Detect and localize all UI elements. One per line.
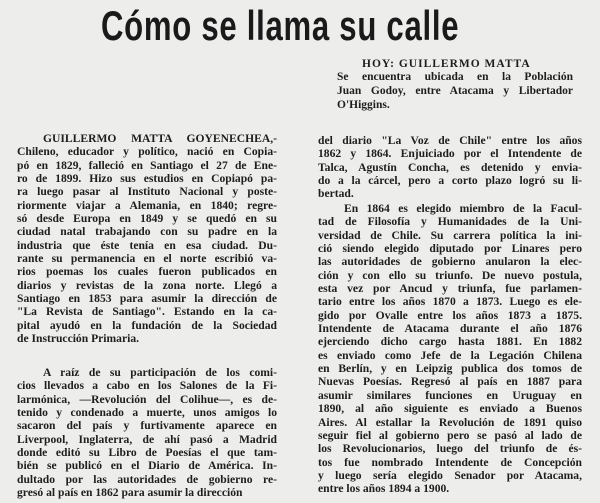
text-line: gresó al país en 1862 para asumir la dirección xyxy=(17,486,243,500)
text-line: esta vez por Ancud y triunfa, fue parlamen- xyxy=(318,282,582,296)
text-line: asumir similares funciones en Uruguay en xyxy=(318,388,582,402)
text-line: donde editó su Libro de Poesías el que tam- xyxy=(17,446,277,460)
text-line: Aires. Al estallar la Revolución de 1891 quiso xyxy=(318,415,582,429)
text-line: Chileno, educador y político, nació en Copia- xyxy=(17,145,277,159)
street-name-heading: HOY: GUILLERMO MATTA xyxy=(362,58,531,70)
text-line: versidad de Chile. Su carrera política la ini- xyxy=(318,228,582,242)
text-line: Santiago en 1853 para asumir la dirección de xyxy=(17,292,277,306)
text-line: tenido y condenado a muerte, unos amigos lo xyxy=(17,406,277,420)
text-line: rios poemas los cuales fueron publicados en xyxy=(17,265,277,279)
right-column-paragraph-1 xyxy=(318,134,582,201)
text-line: del diario "La Voz de Chile" entre los años xyxy=(318,134,582,147)
text-line: tad de Filosofía y Humanidades de la Uni- xyxy=(318,215,582,229)
text-line: larmónica, —Revolución del Colihue—, es de- xyxy=(17,392,277,406)
text-line: ción y con ello su triunfo. De nuevo postula, xyxy=(318,268,582,282)
text-line: 1862 y 1864. Enjuiciado por el Intendente de xyxy=(318,147,582,161)
text-line: Juan Godoy, entre Atacama y Libertador xyxy=(337,85,573,97)
text-line: industria que éste tenía en esa ciudad. Du- xyxy=(17,238,277,252)
text-line: "La Revista de Santiago". Estando en la ca- xyxy=(17,305,277,319)
text-line: ciudad natal trabajando con su padre en la xyxy=(17,225,277,239)
text-line: GUILLERMO MATTA GOYENECHEA,- xyxy=(43,132,277,145)
text-line: Nuevas Poesías. Regresó al país en 1887 para xyxy=(318,375,582,389)
text-line: bién se publicó en el Diario de América. In- xyxy=(17,459,277,473)
text-line: pó en 1829, falleció en Santiago el 27 de Ene- xyxy=(17,158,277,172)
text-line: cios llevados a cabo en los Salones de la Fi- xyxy=(17,379,277,393)
text-line: las autoridades de gobierno anularon la elec- xyxy=(318,255,582,269)
left-column-paragraph-1 xyxy=(17,132,277,346)
text-line: Liverpool, Inglaterra, de ahí pasó a Madrid xyxy=(17,432,277,446)
text-line: es enviado como Jefe de la Legación Chilena xyxy=(318,348,582,362)
text-line: sacaron del país y furtivamente aparece en xyxy=(17,419,277,433)
text-line: Se encuentra ubicada en la Población xyxy=(337,71,573,83)
headline xyxy=(0,2,600,50)
text-line: entre los años 1894 a 1900. xyxy=(318,482,450,496)
text-line: ra luego pasar al Instituto Nacional y poste- xyxy=(17,185,277,199)
text-line: los Revolucionarios, luego del triunfo de és- xyxy=(318,442,582,456)
text-line: tario entre los años 1870 a 1873. Luego es ele- xyxy=(318,295,582,309)
text-line: bertad. xyxy=(318,187,354,201)
text-line: A raíz de su participación de los comi- xyxy=(43,366,277,379)
text-line: pital ayudó en la fundación de la Sociedad xyxy=(17,318,277,332)
text-line: Talca, Agustín Concha, es detenido y envia- xyxy=(318,160,582,174)
text-line: ejerciendo dicho cargo hasta 1881. En 1882 xyxy=(318,335,582,349)
text-line: Intendente de Atacama durante el año 1876 xyxy=(318,322,582,336)
text-line: só desde Europa en 1849 y se quedó en su xyxy=(17,212,277,226)
text-line: dultado por las autoridades de gobierno re- xyxy=(17,472,277,486)
text-line: gido por Ovalle entre los años 1873 a 1875. xyxy=(318,308,582,322)
headline-text: Cómo se llama su calle xyxy=(100,2,460,49)
text-line: de Instrucción Primaria. xyxy=(17,332,140,346)
location-description xyxy=(337,70,573,112)
text-line: rante su permanencia en el norte escribió va- xyxy=(17,252,277,266)
left-column-paragraph-2 xyxy=(17,366,277,499)
text-line: do a la cárcel, pero a corto plazo logró su li- xyxy=(318,174,582,188)
text-line: y luego sería elegido Senador por Atacama, xyxy=(318,468,582,482)
text-line: O'Higgins. xyxy=(337,99,390,111)
text-line: riormente viajar a Alemania, en 1840; regre- xyxy=(17,198,277,212)
text-line: diarios y revistas de la zona norte. Llegó a xyxy=(17,278,277,292)
text-line: En 1864 es elegido miembro de la Facul- xyxy=(344,202,582,215)
text-line: seguir fiel al gobierno pero se pasó al lado de xyxy=(318,428,582,442)
text-line: tos fue nombrado Intendente de Concepción xyxy=(318,455,582,469)
right-column-paragraph-2 xyxy=(318,202,582,496)
text-line: ro de 1899. Hizo sus estudios en Copiapó pa- xyxy=(17,172,277,186)
text-line: 1890, al año siguiente es enviado a Buenos xyxy=(318,402,582,416)
text-line: en Berlín, y en Leipzig publica dos tomos de xyxy=(318,362,582,376)
text-line: ció siendo elegido diputado por Linares pero xyxy=(318,242,582,256)
